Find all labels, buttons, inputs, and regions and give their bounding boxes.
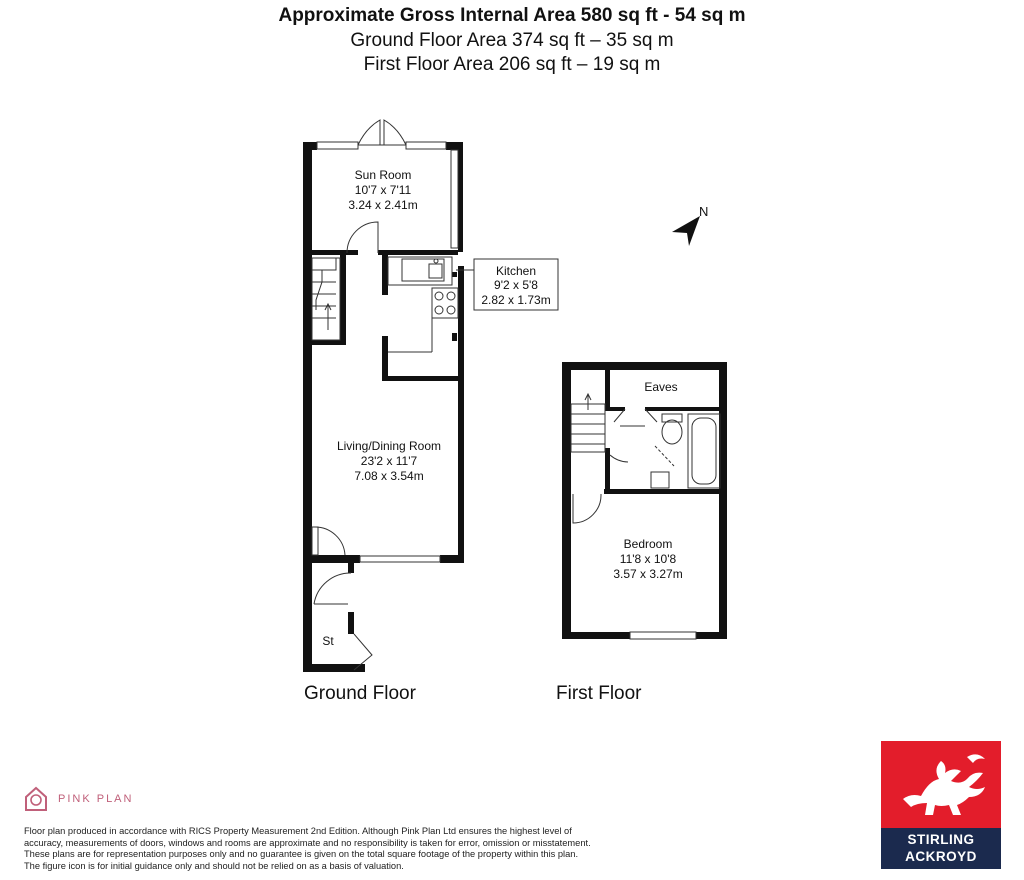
kitchen-metric: 2.82 x 1.73m (481, 293, 551, 307)
pink-plan-house-icon (24, 786, 48, 812)
bathroom-fixtures (610, 409, 720, 488)
sun-room-imperial: 10'7 x 7'11 (354, 183, 412, 197)
sun-room-label: Sun Room (354, 168, 412, 182)
bedroom-imperial: 11'8 x 10'8 (619, 552, 677, 566)
kitchen-imperial: 9'2 x 5'8 (494, 278, 538, 292)
kitchen-label: Kitchen (495, 264, 537, 278)
eaves-label: Eaves (644, 380, 678, 394)
north-compass-icon (672, 216, 700, 246)
gf-east-wall (458, 266, 464, 563)
ground-floor-label: Ground Floor (304, 683, 416, 704)
bedroom-label: Bedroom (623, 537, 673, 551)
gf-west-wall (303, 142, 312, 672)
living-room-imperial: 23'2 x 11'7 (360, 454, 418, 468)
living-room-label: Living/Dining Room (336, 439, 442, 453)
bedroom-metric: 3.57 x 3.27m (613, 567, 683, 581)
pink-plan-label: PINK PLAN (58, 793, 134, 805)
disclaimer-text: Floor plan produced in accordance with RICS Property Measurement 2nd Edition. Although Pink Plan Ltd ensures the highest level of accuracy, measurements of doors, windows and rooms are approximate and no responsibility is taken for error, omission or misstatement. These plans are for representation purposes only and no guarantee is given on the total square footage of the property within this plan. The figure icon is for initial guidance only and should not be relied on as a basis of valuation. (24, 826, 591, 871)
griffin-icon (881, 741, 1001, 828)
gf-stairs (312, 258, 340, 340)
stirling-ackroyd-logo (881, 741, 1001, 869)
ground-floor-area: Ground Floor Area 374 sq ft – 35 sq m (350, 30, 674, 51)
kitchen-units (388, 257, 458, 352)
store-label: St (322, 634, 334, 648)
living-room-metric: 7.08 x 3.54m (354, 469, 424, 483)
sun-room-metric: 3.24 x 2.41m (348, 198, 418, 212)
pink-plan-logo (24, 786, 133, 812)
compass-label: N (699, 204, 709, 219)
ff-east-wall (719, 362, 727, 639)
brand-line2: ACKROYD (905, 849, 977, 864)
ff-west-wall (562, 362, 571, 639)
first-floor-area: First Floor Area 206 sq ft – 19 sq m (363, 54, 661, 75)
griffin-emblem (881, 741, 1001, 828)
first-floor-plan (562, 362, 727, 639)
ff-stairs (571, 394, 605, 452)
gross-area-title: Approximate Gross Internal Area 580 sq ft - 54 sq m (278, 5, 746, 26)
brand-line1: STIRLING (907, 832, 975, 847)
kitchen-callout (456, 259, 558, 310)
first-floor-label: First Floor (556, 683, 642, 704)
